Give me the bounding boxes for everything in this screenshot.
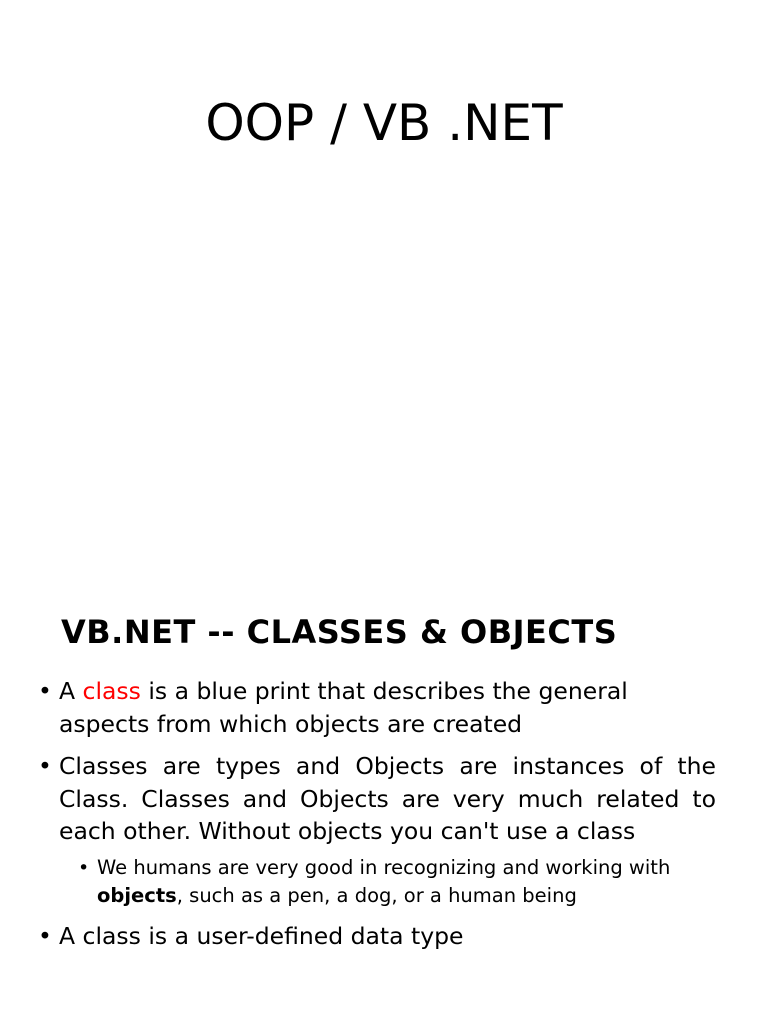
- sub-bullet-text-prefix: We humans are very good in recognizing and working with: [97, 855, 671, 879]
- slide-title: OOP / VB .NET: [205, 94, 563, 152]
- bullet-class-definition: [38, 675, 716, 740]
- sub-bullet-bold-word: objects: [97, 883, 177, 907]
- bullet-text-rest: is a blue print that describes the general aspects from which objects are created: [59, 677, 628, 738]
- bullet-icon: •: [38, 752, 52, 780]
- bullet-text: Classes are types and Objects are instances of the Class. Classes and Objects are very much related to each other. Without objects you can't use a class: [59, 752, 716, 845]
- bullet-list: [38, 675, 716, 952]
- sub-bullet-text-rest: , such as a pen, a dog, or a human being: [176, 883, 577, 907]
- bullet-text: A class is a user-defined data type: [59, 921, 464, 950]
- bullet-icon: •: [38, 921, 52, 950]
- bullet-classes-objects: [38, 750, 716, 848]
- highlight-class-word: class: [82, 677, 141, 705]
- section-heading: VB.NET -- CLASSES & OBJECTS: [61, 613, 618, 651]
- bullet-text-prefix: A: [59, 677, 83, 705]
- sub-bullet-humans: [78, 854, 716, 910]
- bullet-user-defined-type: [38, 920, 716, 953]
- bullet-icon: •: [38, 677, 52, 705]
- sub-bullet-icon: •: [78, 856, 90, 879]
